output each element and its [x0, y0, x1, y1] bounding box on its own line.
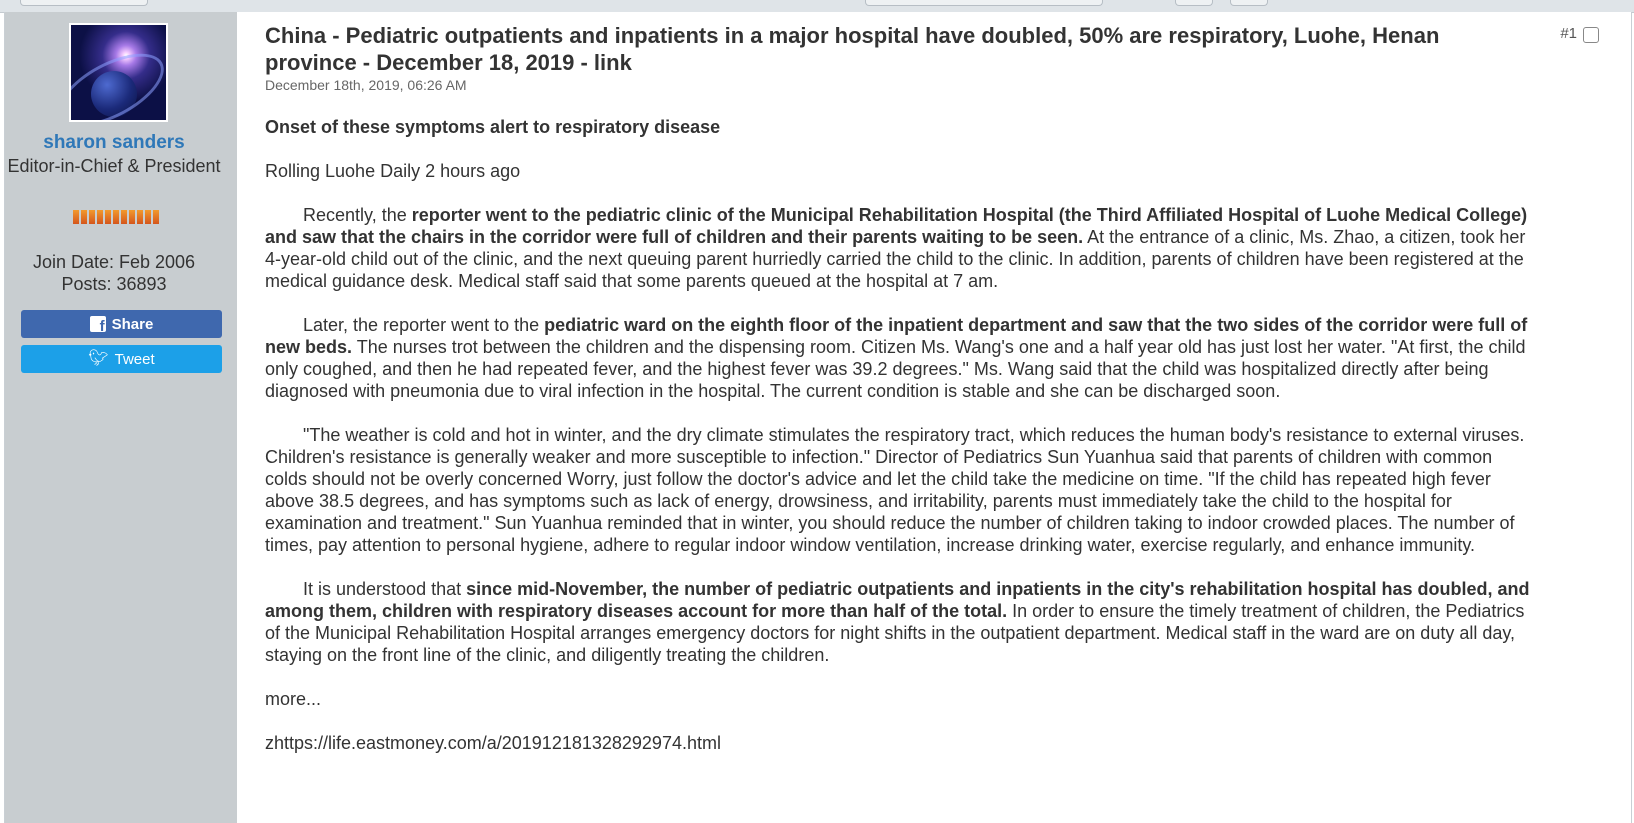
- username-link[interactable]: sharon sanders: [43, 132, 185, 153]
- paragraph-4: It is understood that since mid-November, the number of pediatric outpatients and inpatients in the city's rehabilitation hospital has doubled, and among them, children with respiratory diseases account for more than half of the total. In order to ensure the timely treatment of children, the Pediatrics of the Municipal Rehabilitation Hospital arranges emergency doctors for night shifts in the outpatient department. Medical staff in the ward are on duty all day, staying on the front line of the clinic, and diligently treating the children.: [265, 579, 1530, 665]
- twitter-bird-icon: 🐦︎: [88, 350, 109, 367]
- post-count: Posts: 36893: [61, 274, 167, 294]
- paragraph-2: Later, the reporter went to the pediatric ward on the eighth floor of the inpatient department and saw that the two sides of the corridor were full of new beds. The nurses trot between the children and the dispensing room. Citizen Ms. Wang's one and a half year old has just lost her water. "At first, the child only coughed, and then he had repeated fever, and the highest fever was 39.2 degrees." Ms. Wang said that the child was hospitalized directly after being diagnosed with pneumonia due to viral infection in the hospital. The current condition is stable and she can be discharged soon.: [265, 315, 1528, 401]
- paragraph-3: "The weather is cold and hot in winter, and the dry climate stimulates the respiratory tract, which reduces the human body's resistance to external viruses. Children's resistance is generally weaker and more susceptible to infection." Director of Pediatrics Sun Yuanhua said that parents of children with common colds should not be overly concerned Worry, just follow the doctor's advice and let the child take the medicine on time. "If the child has repeated high fever above 38.5 degrees, and has symptoms such as lack of energy, drowsiness, and irritability, parents must immediately take the child to the hospital for examination and treatment." Sun Yuanhua reminded that in winter, you should reduce the number of children taking to indoor crowded places. The number of times, pay attention to personal hygiene, adhere to regular indoor window ventilation, increase drinking water, exercise regularly, and enhance immunity.: [265, 425, 1525, 555]
- paragraph-1: Recently, the reporter went to the pediatric clinic of the Municipal Rehabilitation Hospital (the Third Affiliated Hospital of Luohe Medical College) and saw that the chairs in the corridor were full of children and their parents waiting to be seen. At the entrance of a clinic, Ms. Zhao, a citizen, took her 4-year-old child out of the clinic, and the next queuing parent hurriedly carried the child to the clinic. In addition, parents of children have been registered at the medical guidance desk. Medical staff said that some parents queued at the hospital at 7 am.: [265, 205, 1528, 291]
- article-heading: Onset of these symptoms alert to respiratory disease: [265, 117, 721, 137]
- article-source: Rolling Luohe Daily 2 hours ago: [265, 161, 521, 181]
- more-text: more...: [265, 689, 322, 709]
- toolbar-button[interactable]: [1175, 0, 1213, 6]
- post-select-checkbox[interactable]: [1583, 27, 1599, 43]
- post-date: December 18th, 2019, 06:26 AM: [265, 77, 467, 93]
- toolbar-button[interactable]: [20, 0, 148, 6]
- source-url: zhttps://life.eastmoney.com/a/201912181328292974.html: [265, 733, 721, 753]
- avatar[interactable]: [69, 23, 168, 122]
- share-label: Share: [111, 315, 154, 333]
- facebook-share-button[interactable]: [21, 310, 222, 338]
- toolbar-button[interactable]: [1230, 0, 1268, 6]
- tweet-button[interactable]: [21, 345, 222, 373]
- join-date: Join Date: Feb 2006: [32, 252, 196, 272]
- post-content: [237, 12, 1631, 823]
- user-title: Editor-in-Chief & President: [7, 156, 221, 176]
- facebook-icon: [90, 316, 106, 332]
- user-sidebar: [5, 12, 247, 823]
- reputation-bar: [73, 210, 159, 224]
- post-number-link[interactable]: #1: [1560, 25, 1577, 42]
- post-body: [265, 116, 1535, 776]
- tweet-label: Tweet: [114, 350, 155, 368]
- forum-post: [4, 12, 1632, 823]
- post-title: China - Pediatric outpatients and inpatients in a major hospital have doubled, 50% are respiratory, Luohe, Henan province - December 18, 2019 - link: [265, 23, 1440, 75]
- ring-icon: [69, 39, 168, 122]
- toolbar-search-box[interactable]: [865, 0, 1103, 6]
